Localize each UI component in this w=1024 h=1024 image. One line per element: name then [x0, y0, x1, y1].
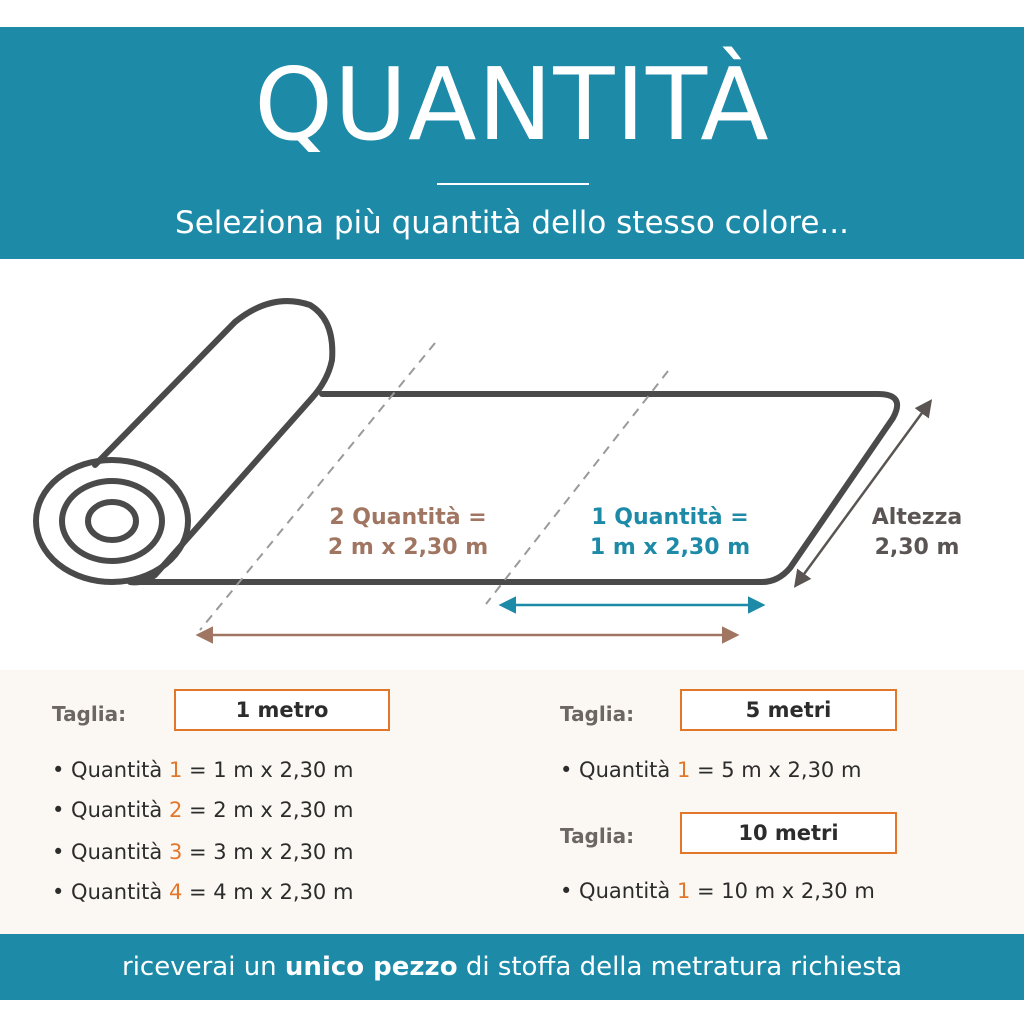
- quantity-dimensions: = 1 m x 2,30 m: [182, 758, 354, 782]
- size-box-1-metro: 1 metro: [174, 689, 390, 731]
- quantity-number: 1: [168, 758, 183, 782]
- quantity-number: 2: [168, 798, 183, 822]
- footer-note: [0, 947, 1024, 987]
- one-quantity-label: [580, 503, 760, 563]
- two-quantity-label-line1: 2 Quantità =: [329, 505, 487, 530]
- list-item: [560, 877, 875, 905]
- quantity-dimensions: = 2 m x 2,30 m: [182, 798, 354, 822]
- size-box-10-metri: 10 metri: [680, 812, 897, 854]
- quantity-number: 4: [168, 880, 183, 904]
- height-label-line1: Altezza: [871, 505, 963, 530]
- height-label: [862, 503, 972, 563]
- taglia-label-10m: Taglia:: [560, 824, 635, 848]
- title-divider: [437, 183, 589, 185]
- quantity-text: • Quantità: [560, 758, 677, 782]
- quantity-dimensions: = 4 m x 2,30 m: [182, 880, 354, 904]
- two-quantity-label: [318, 503, 498, 563]
- quantity-text: • Quantità: [52, 840, 169, 864]
- list-item: [52, 878, 353, 906]
- taglia-label-5m: Taglia:: [560, 702, 635, 726]
- taglia-label-1m: Taglia:: [52, 702, 127, 726]
- quantity-text: • Quantità: [52, 880, 169, 904]
- height-label-line2: 2,30 m: [874, 535, 960, 560]
- one-quantity-label-line2: 1 m x 2,30 m: [589, 535, 751, 560]
- quantity-text: • Quantità: [560, 879, 677, 903]
- quantity-text: • Quantità: [52, 758, 169, 782]
- page-subtitle: Seleziona più quantità dello stesso colore...: [175, 205, 849, 241]
- cut-line-1m: [486, 371, 668, 604]
- quantity-dimensions: = 3 m x 2,30 m: [182, 840, 354, 864]
- list-item: [52, 838, 353, 866]
- quantity-dimensions: = 5 m x 2,30 m: [690, 758, 862, 782]
- two-quantity-label-line2: 2 m x 2,30 m: [327, 535, 489, 560]
- quantity-dimensions: = 10 m x 2,30 m: [690, 879, 875, 903]
- list-item: [560, 756, 861, 784]
- size-box-5-metri: 5 metri: [680, 689, 897, 731]
- quantity-number: 3: [168, 840, 183, 864]
- one-quantity-label-line1: 1 Quantità =: [591, 505, 749, 530]
- quantity-text: • Quantità: [52, 798, 169, 822]
- page-title: QUANTITÀ: [254, 46, 770, 163]
- list-item: [52, 796, 353, 824]
- fabric-roll-illustration: [0, 259, 1024, 670]
- list-item: [52, 756, 353, 784]
- footer-note-post: di stoffa della metratura richiesta: [457, 952, 902, 982]
- footer-note-pre: riceverai un: [122, 952, 285, 982]
- quantity-number: 1: [676, 758, 691, 782]
- footer-note-bold: unico pezzo: [284, 952, 458, 982]
- quantity-number: 1: [676, 879, 691, 903]
